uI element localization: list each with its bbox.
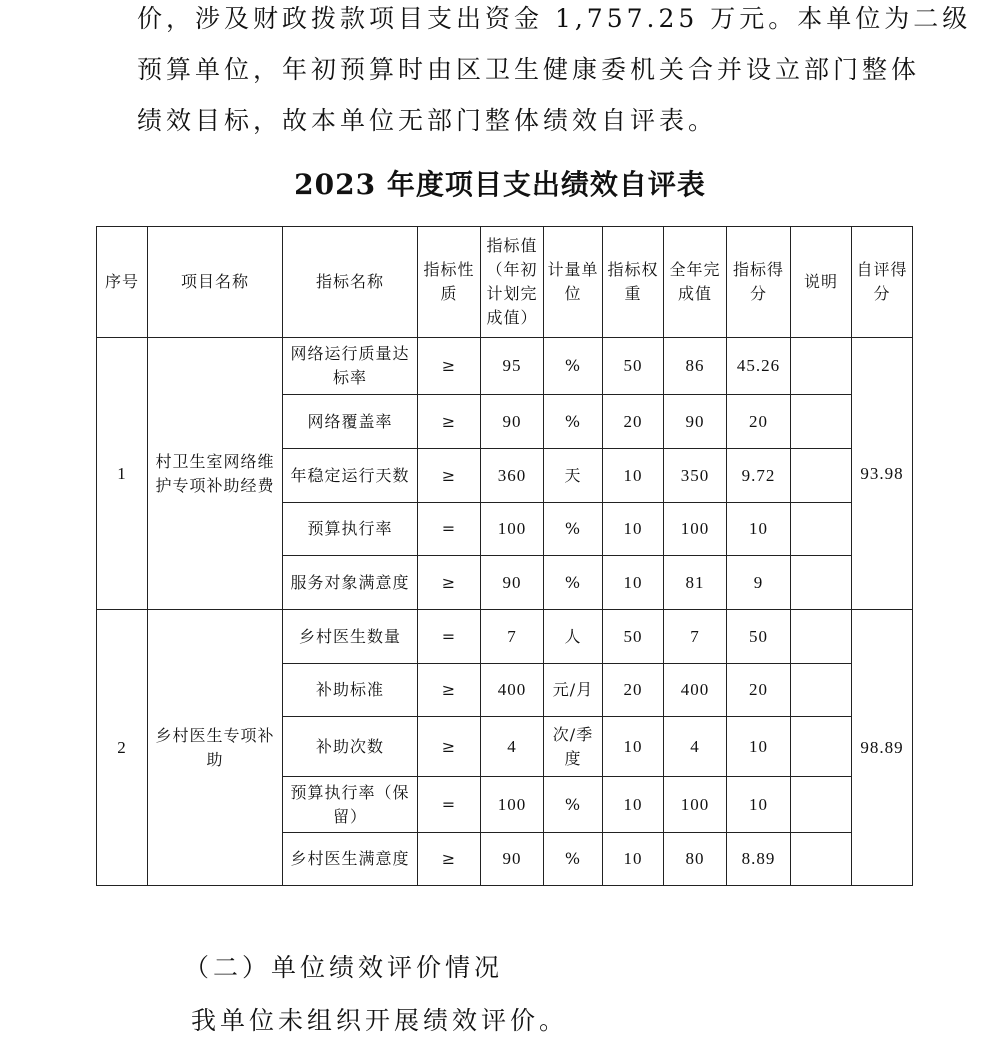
indicator-name: 乡村医生数量 xyxy=(283,610,418,664)
indicator-note xyxy=(791,777,852,833)
indicator-nature: ≥ xyxy=(418,664,481,717)
header-unit: 计量单位 xyxy=(544,227,603,338)
table-header-row xyxy=(97,227,913,338)
project-name: 村卫生室网络维护专项补助经费 xyxy=(148,338,283,610)
intro-line: 绩效目标，故本单位无部门整体绩效自评表。 xyxy=(137,106,718,135)
indicator-actual: 400 xyxy=(664,664,727,717)
indicator-name: 网络运行质量达标率 xyxy=(283,338,418,395)
indicator-unit: % xyxy=(544,833,603,886)
indicator-target: 100 xyxy=(481,503,544,556)
indicator-weight: 10 xyxy=(603,503,664,556)
indicator-name: 预算执行率（保留） xyxy=(283,777,418,833)
indicator-score: 50 xyxy=(727,610,791,664)
project-self-score: 98.89 xyxy=(852,610,913,886)
intro-line: 预算单位，年初预算时由区卫生健康委机关合并设立部门整体 xyxy=(137,55,921,84)
project-seq: 1 xyxy=(97,338,148,610)
header-note: 说明 xyxy=(791,227,852,338)
indicator-unit: % xyxy=(544,338,603,395)
header-indicator: 指标名称 xyxy=(283,227,418,338)
indicator-note xyxy=(791,833,852,886)
indicator-name: 预算执行率 xyxy=(283,503,418,556)
indicator-unit: % xyxy=(544,395,603,449)
indicator-weight: 50 xyxy=(603,610,664,664)
indicator-unit: % xyxy=(544,503,603,556)
indicator-nature: = xyxy=(418,503,481,556)
indicator-score: 8.89 xyxy=(727,833,791,886)
indicator-target: 90 xyxy=(481,395,544,449)
indicator-target: 7 xyxy=(481,610,544,664)
project-seq: 2 xyxy=(97,610,148,886)
indicator-nature: ≥ xyxy=(418,717,481,777)
indicator-target: 4 xyxy=(481,717,544,777)
indicator-nature: ≥ xyxy=(418,833,481,886)
indicator-actual: 86 xyxy=(664,338,727,395)
indicator-name: 年稳定运行天数 xyxy=(283,449,418,503)
indicator-unit: 天 xyxy=(544,449,603,503)
indicator-name: 网络覆盖率 xyxy=(283,395,418,449)
indicator-actual: 4 xyxy=(664,717,727,777)
indicator-note xyxy=(791,717,852,777)
indicator-score: 10 xyxy=(727,503,791,556)
indicator-unit: 元/月 xyxy=(544,664,603,717)
indicator-target: 360 xyxy=(481,449,544,503)
indicator-target: 400 xyxy=(481,664,544,717)
indicator-note xyxy=(791,664,852,717)
indicator-weight: 10 xyxy=(603,777,664,833)
intro-paragraph xyxy=(137,0,972,146)
indicator-nature: ≥ xyxy=(418,338,481,395)
indicator-actual: 7 xyxy=(664,610,727,664)
indicator-unit: % xyxy=(544,556,603,610)
indicator-weight: 50 xyxy=(603,338,664,395)
indicator-nature: ≥ xyxy=(418,395,481,449)
project-name: 乡村医生专项补助 xyxy=(148,610,283,886)
indicator-weight: 10 xyxy=(603,556,664,610)
indicator-unit: 人 xyxy=(544,610,603,664)
header-self-score: 自评得分 xyxy=(852,227,913,338)
indicator-score: 10 xyxy=(727,777,791,833)
indicator-note xyxy=(791,338,852,395)
table-title: 2023 年度项目支出绩效自评表 xyxy=(294,168,706,201)
header-actual: 全年完成值 xyxy=(664,227,727,338)
indicator-score: 10 xyxy=(727,717,791,777)
indicator-actual: 100 xyxy=(664,777,727,833)
header-weight: 指标权重 xyxy=(603,227,664,338)
indicator-note xyxy=(791,395,852,449)
indicator-note xyxy=(791,449,852,503)
indicator-score: 45.26 xyxy=(727,338,791,395)
header-score: 指标得分 xyxy=(727,227,791,338)
indicator-name: 补助次数 xyxy=(283,717,418,777)
indicator-actual: 350 xyxy=(664,449,727,503)
indicator-target: 95 xyxy=(481,338,544,395)
section-text: 我单位未组织开展绩效评价。 xyxy=(191,1006,569,1035)
indicator-weight: 10 xyxy=(603,449,664,503)
indicator-weight: 10 xyxy=(603,833,664,886)
section-heading: （二）单位绩效评价情况 xyxy=(184,953,504,982)
indicator-nature: ≥ xyxy=(418,556,481,610)
project-self-score: 93.98 xyxy=(852,338,913,610)
indicator-actual: 80 xyxy=(664,833,727,886)
indicator-actual: 90 xyxy=(664,395,727,449)
indicator-score: 9 xyxy=(727,556,791,610)
indicator-nature: = xyxy=(418,610,481,664)
header-nature: 指标性质 xyxy=(418,227,481,338)
indicator-actual: 81 xyxy=(664,556,727,610)
indicator-score: 20 xyxy=(727,664,791,717)
indicator-note xyxy=(791,503,852,556)
table-row xyxy=(97,610,913,664)
indicator-target: 90 xyxy=(481,556,544,610)
indicator-weight: 10 xyxy=(603,717,664,777)
indicator-score: 20 xyxy=(727,395,791,449)
intro-line: 价，涉及财政拨款项目支出资金 1,757.25 万元。本单位为二级 xyxy=(137,4,972,33)
indicator-target: 90 xyxy=(481,833,544,886)
indicator-name: 补助标准 xyxy=(283,664,418,717)
indicator-nature: ≥ xyxy=(418,449,481,503)
indicator-weight: 20 xyxy=(603,664,664,717)
indicator-note xyxy=(791,610,852,664)
indicator-name: 乡村医生满意度 xyxy=(283,833,418,886)
indicator-actual: 100 xyxy=(664,503,727,556)
indicator-note xyxy=(791,556,852,610)
indicator-nature: = xyxy=(418,777,481,833)
indicator-target: 100 xyxy=(481,777,544,833)
indicator-name: 服务对象满意度 xyxy=(283,556,418,610)
indicator-unit: % xyxy=(544,777,603,833)
indicator-weight: 20 xyxy=(603,395,664,449)
indicator-score: 9.72 xyxy=(727,449,791,503)
performance-table xyxy=(96,226,913,886)
header-project: 项目名称 xyxy=(148,227,283,338)
header-seq: 序号 xyxy=(97,227,148,338)
table-row xyxy=(97,338,913,395)
header-target: 指标值（年初计划完成值） xyxy=(481,227,544,338)
indicator-unit: 次/季度 xyxy=(544,717,603,777)
